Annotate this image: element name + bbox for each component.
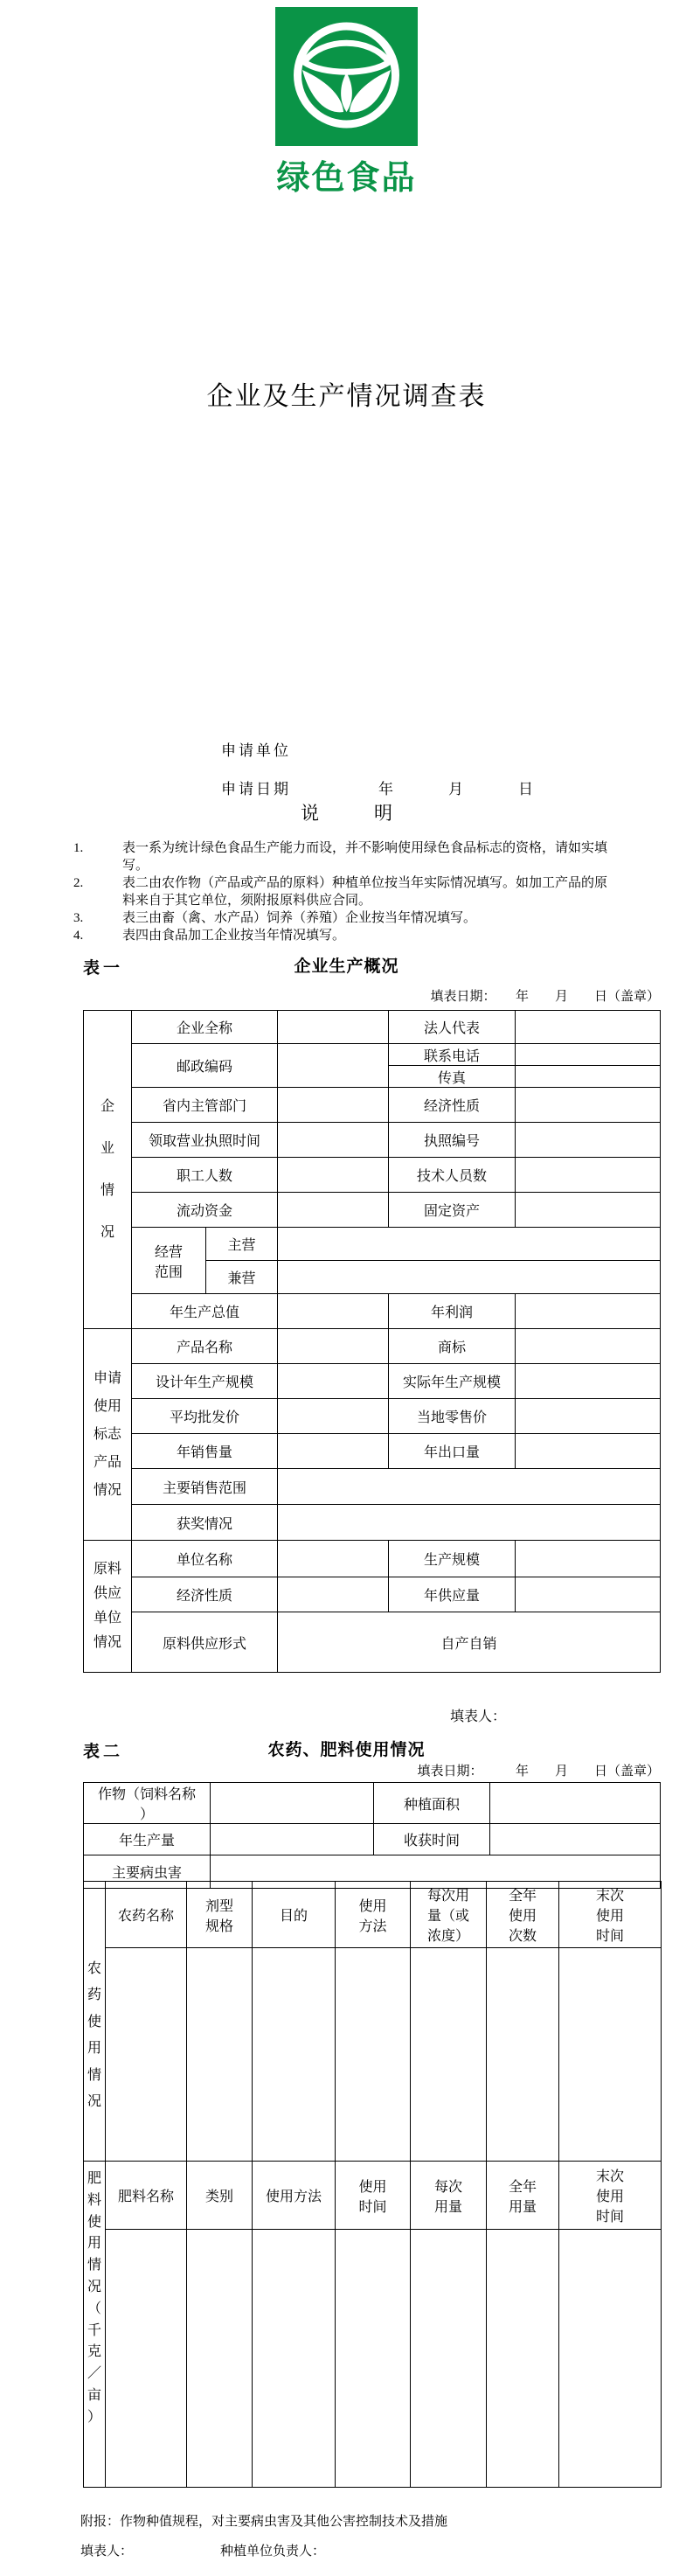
note-number: 1. (73, 841, 84, 855)
input-cell[interactable] (516, 1193, 661, 1228)
input-cell[interactable] (516, 1294, 661, 1329)
field-label: 邮政编码 (132, 1044, 278, 1088)
input-cell[interactable] (559, 1948, 662, 2162)
field-label-business-scope: 经营范围 (132, 1228, 206, 1294)
input-cell[interactable] (278, 1123, 389, 1158)
apply-unit-label: 申请单位 (221, 742, 291, 759)
table2-pesticide-section (83, 1881, 662, 2162)
input-cell[interactable] (106, 2230, 187, 2488)
field-label: 经济性质 (389, 1088, 516, 1123)
field-label: 年生产量 (84, 1824, 211, 1855)
column-header: 目的 (253, 1882, 336, 1948)
table1-tag: 表一 (83, 959, 124, 978)
field-label: 固定资产 (389, 1193, 516, 1228)
field-label: 兼营 (206, 1261, 278, 1294)
input-cell[interactable] (278, 1434, 389, 1469)
note-item (73, 909, 664, 927)
input-cell[interactable] (187, 1948, 253, 2162)
input-cell[interactable] (278, 1329, 389, 1364)
field-label: 获奖情况 (132, 1505, 278, 1541)
page-title: 企业及生产情况调查表 (206, 382, 487, 411)
note-text: 表二由农作物（产品或产品的原料）种植单位按当年实际情况填写。如加工产品的原料来自于其它单位，须附报原料供应合同。 (122, 876, 608, 908)
input-cell[interactable] (516, 1541, 661, 1577)
field-label: 技术人员数 (389, 1158, 516, 1193)
field-label: 领取营业执照时间 (132, 1123, 278, 1158)
table2-title: 农药、肥料使用情况 (267, 1741, 426, 1759)
field-label: 年销售量 (132, 1434, 278, 1469)
input-cell[interactable] (336, 2230, 411, 2488)
table2-crop-info (83, 1782, 661, 1889)
attachment-note: 附报：作物种值规程，对主要病虫害及其他公害控制技术及措施 (80, 2515, 448, 2529)
input-cell[interactable] (278, 1261, 661, 1294)
input-cell[interactable] (278, 1228, 661, 1261)
footer-signature-line (80, 2541, 326, 2559)
note-item (73, 927, 664, 944)
note-number: 2. (73, 876, 84, 890)
group-label-raw-material-supplier: 原料供应单位情况 (84, 1541, 132, 1673)
input-cell[interactable] (278, 1399, 389, 1434)
field-label: 单位名称 (132, 1541, 278, 1577)
input-cell[interactable] (516, 1158, 661, 1193)
input-cell[interactable] (516, 1364, 661, 1399)
column-header: 每次用量 (411, 2162, 487, 2230)
field-label: 主要销售范围 (132, 1469, 278, 1505)
field-value-self-sale: 自产自销 (278, 1612, 661, 1673)
input-cell[interactable] (278, 1044, 389, 1088)
input-cell[interactable] (253, 2230, 336, 2488)
input-cell[interactable] (516, 1577, 661, 1612)
field-label: 生产规模 (389, 1541, 516, 1577)
note-item (73, 839, 664, 874)
input-cell[interactable] (278, 1158, 389, 1193)
field-label: 年利润 (389, 1294, 516, 1329)
notes-heading: 说 明 (301, 803, 392, 824)
input-cell[interactable] (490, 1783, 661, 1824)
group-label-pesticide-use: 农药使用情况 (84, 1882, 106, 2162)
input-cell[interactable] (487, 1948, 559, 2162)
input-cell[interactable] (278, 1577, 389, 1612)
input-cell[interactable] (278, 1088, 389, 1123)
table2-tag: 表二 (83, 1743, 124, 1761)
field-label: 法人代表 (389, 1011, 516, 1044)
input-cell[interactable] (516, 1066, 661, 1088)
field-label: 年出口量 (389, 1434, 516, 1469)
column-header: 末次使用时间 (559, 2162, 662, 2230)
column-header: 全年使用次数 (487, 1882, 559, 1948)
field-label: 实际年生产规模 (389, 1364, 516, 1399)
input-cell[interactable] (278, 1505, 661, 1541)
input-cell[interactable] (278, 1193, 389, 1228)
table2-fertilizer-section (83, 2161, 662, 2488)
field-label: 省内主管部门 (132, 1088, 278, 1123)
field-label: 种植面积 (374, 1783, 490, 1824)
table1-filler-label: 填表人： (450, 1709, 507, 1724)
note-text: 表四由食品加工企业按当年情况填写。 (122, 929, 346, 943)
field-label: 商标 (389, 1329, 516, 1364)
note-text: 表一系为统计绿色食品生产能力而设，并不影响使用绿色食品标志的资格，请如实填写。 (122, 841, 608, 873)
field-label: 主营 (206, 1228, 278, 1261)
field-label: 原料供应形式 (132, 1612, 278, 1673)
column-header: 使用方法 (336, 1882, 411, 1948)
table2-date-line: 填表日期： 年 月 日（盖章） (417, 1765, 660, 1779)
field-label: 经济性质 (132, 1577, 278, 1612)
input-cell[interactable] (516, 1329, 661, 1364)
notes-list (73, 839, 664, 944)
note-number: 4. (73, 929, 84, 943)
note-item (73, 874, 664, 909)
field-label: 传真 (389, 1066, 516, 1088)
input-cell[interactable] (187, 2230, 253, 2488)
field-label: 企业全称 (132, 1011, 278, 1044)
column-header: 类别 (187, 2162, 253, 2230)
field-label: 执照编号 (389, 1123, 516, 1158)
field-label: 主要病虫害 (84, 1855, 211, 1889)
table1-date-line: 填表日期： 年 月 日（盖章） (430, 990, 660, 1004)
table1-enterprise-overview (83, 1010, 661, 1673)
column-header: 每次用量（或浓度） (411, 1882, 487, 1948)
input-cell[interactable] (278, 1294, 389, 1329)
input-cell[interactable] (253, 1948, 336, 2162)
field-label: 流动资金 (132, 1193, 278, 1228)
field-label: 收获时间 (374, 1824, 490, 1855)
input-cell[interactable] (106, 1948, 187, 2162)
column-header: 全年用量 (487, 2162, 559, 2230)
field-label: 设计年生产规模 (132, 1364, 278, 1399)
input-cell[interactable] (278, 1469, 661, 1505)
note-number: 3. (73, 911, 84, 925)
field-label: 产品名称 (132, 1329, 278, 1364)
field-label: 当地零售价 (389, 1399, 516, 1434)
input-cell[interactable] (211, 1783, 374, 1824)
input-cell[interactable] (516, 1123, 661, 1158)
input-cell[interactable] (411, 1948, 487, 2162)
logo-caption: 绿色食品 (276, 160, 417, 197)
column-header: 使用方法 (253, 2162, 336, 2230)
input-cell[interactable] (278, 1364, 389, 1399)
field-label: 作物（饲料名称） (84, 1783, 211, 1824)
unit-head-label: 种植单位负责人： (220, 2545, 326, 2559)
input-cell[interactable] (516, 1434, 661, 1469)
input-cell[interactable] (336, 1948, 411, 2162)
field-label: 联系电话 (389, 1044, 516, 1066)
input-cell[interactable] (278, 1541, 389, 1577)
field-label: 职工人数 (132, 1158, 278, 1193)
filler-label: 填表人： (80, 2545, 134, 2559)
column-header: 农药名称 (106, 1882, 187, 1948)
field-label: 平均批发价 (132, 1399, 278, 1434)
input-cell[interactable] (516, 1044, 661, 1066)
column-header: 剂型规格 (187, 1882, 253, 1948)
logo-block (0, 7, 693, 150)
input-cell[interactable] (516, 1011, 661, 1044)
input-cell[interactable] (516, 1088, 661, 1123)
column-header: 肥料名称 (106, 2162, 187, 2230)
input-cell[interactable] (487, 2230, 559, 2488)
field-label: 年供应量 (389, 1577, 516, 1612)
input-cell[interactable] (278, 1011, 389, 1044)
green-food-logo-icon (275, 7, 418, 146)
column-header: 使用时间 (336, 2162, 411, 2230)
input-cell[interactable] (559, 2230, 662, 2488)
input-cell[interactable] (490, 1824, 661, 1855)
note-text: 表三由畜（禽、水产品）饲养（养殖）企业按当年情况填写。 (122, 911, 477, 925)
apply-date-label: 申请日期 年 月 日 (221, 781, 536, 797)
input-cell[interactable] (516, 1399, 661, 1434)
group-label-mark-products: 申请使用标志产品情况 (84, 1329, 132, 1541)
column-header: 末次使用时间 (559, 1882, 662, 1948)
input-cell[interactable] (211, 1824, 374, 1855)
group-label-fertilizer-use: 肥料使用情况（千克／亩） (84, 2162, 106, 2488)
group-label-enterprise: 企业情况 (84, 1011, 132, 1329)
input-cell[interactable] (411, 2230, 487, 2488)
field-label: 年生产总值 (132, 1294, 278, 1329)
table1-title: 企业生产概况 (294, 957, 399, 976)
